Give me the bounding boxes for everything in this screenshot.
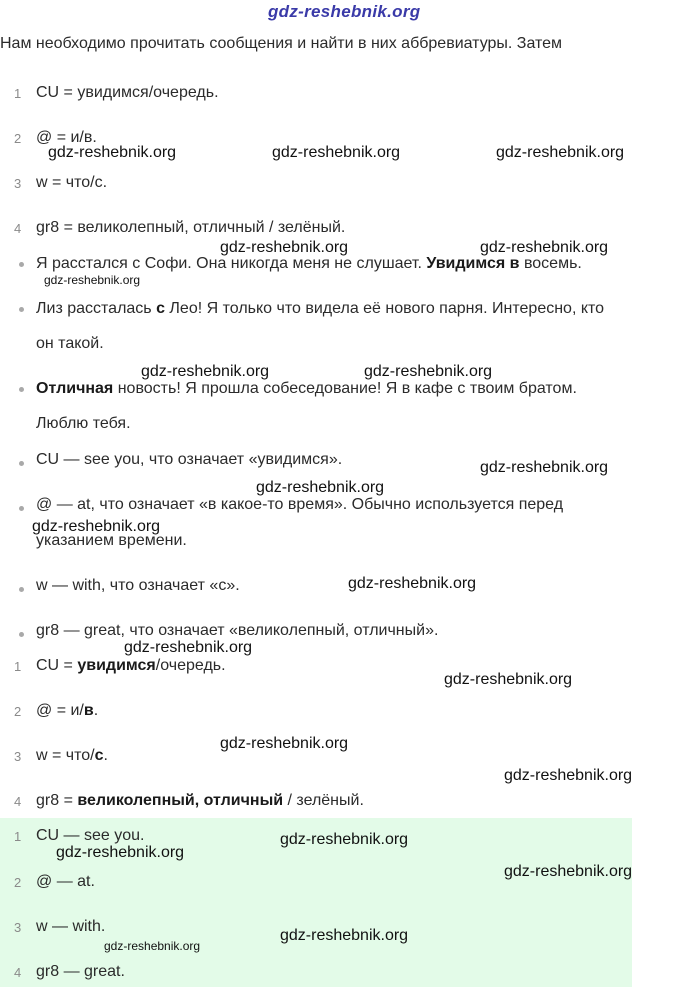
bullet [19, 262, 24, 267]
watermark: gdz-reshebnik.org [56, 844, 185, 861]
watermark: gdz-reshebnik.org [504, 767, 633, 784]
watermark: gdz-reshebnik.org [504, 863, 633, 880]
explanation-item: @ — at, что означает «в какое-то время». Обычно используется перед [36, 496, 564, 513]
list-item: gr8 = великолепный, отличный / зелёный. [36, 219, 346, 236]
watermark: gdz-reshebnik.org [480, 459, 609, 476]
list-item: CU = увидимся/очередь. [36, 657, 226, 674]
watermark: gdz-reshebnik.org [280, 927, 409, 944]
message-item-line2: Люблю тебя. [36, 415, 131, 432]
list-number: 2 [14, 704, 22, 719]
watermark: gdz-reshebnik.org [220, 735, 349, 752]
watermark: gdz-reshebnik.org [32, 518, 161, 535]
watermark: gdz-reshebnik.org [256, 479, 385, 496]
watermark: gdz-reshebnik.org [364, 363, 493, 380]
answer-item: CU — see you. [36, 827, 145, 844]
watermark: gdz-reshebnik.org [124, 639, 253, 656]
watermark-header: gdz-reshebnik.org [268, 2, 421, 21]
watermark: gdz-reshebnik.org [280, 831, 409, 848]
watermark: gdz-reshebnik.org [44, 273, 141, 287]
list-item: w = что/с. [36, 174, 108, 191]
list-number: 1 [14, 86, 22, 101]
message-item: Я расстался с Софи. Она никогда меня не слушает. Увидимся в восемь. [36, 255, 582, 272]
watermark: gdz-reshebnik.org [480, 239, 609, 256]
message-item-line2: он такой. [36, 335, 104, 352]
explanation-item-line2: указанием времени. [36, 532, 187, 549]
explanation-item: gr8 — great, что означает «великолепный, отличный». [36, 622, 439, 639]
list-number: 2 [14, 875, 22, 890]
list-item: @ = и/в. [36, 702, 99, 719]
answer-item: @ — at. [36, 873, 95, 890]
message-item: Лиз рассталась с Лео! Я только что видела её нового парня. Интересно, кто [36, 300, 605, 317]
list-number: 4 [14, 965, 22, 980]
list-number: 1 [14, 659, 22, 674]
watermark: gdz-reshebnik.org [48, 144, 177, 161]
list-number: 1 [14, 829, 22, 844]
message-item: Отличная новость! Я прошла собеседование! Я в кафе с твоим братом. [36, 380, 577, 397]
list-item: w = что/с. [36, 747, 108, 764]
bullet [19, 632, 24, 637]
watermark: gdz-reshebnik.org [496, 144, 625, 161]
explanation-item: CU — see you, что означает «увидимся». [36, 451, 343, 468]
watermark: gdz-reshebnik.org [220, 239, 349, 256]
list-number: 3 [14, 176, 22, 191]
intro-text: Нам необходимо прочитать сообщения и найти в них аббревиатуры. Затем [0, 35, 563, 52]
explanation-item: w — with, что означает «с». [36, 577, 240, 594]
answer-item: gr8 — great. [36, 963, 125, 980]
list-number: 2 [14, 131, 22, 146]
watermark: gdz-reshebnik.org [444, 671, 573, 688]
list-number: 4 [14, 221, 22, 236]
watermark: gdz-reshebnik.org [348, 575, 477, 592]
watermark: gdz-reshebnik.org [272, 144, 401, 161]
bullet [19, 506, 24, 511]
list-number: 4 [14, 794, 22, 809]
watermark: gdz-reshebnik.org [104, 939, 201, 953]
bullet [19, 307, 24, 312]
answer-item: w — with. [36, 918, 106, 935]
list-item: gr8 = великолепный, отличный / зелёный. [36, 792, 364, 809]
bullet [19, 387, 24, 392]
list-number: 3 [14, 749, 22, 764]
watermark: gdz-reshebnik.org [141, 363, 270, 380]
bullet [19, 461, 24, 466]
list-item: @ = и/в. [36, 129, 97, 146]
bullet [19, 587, 24, 592]
list-item: CU = увидимся/очередь. [36, 84, 219, 101]
list-number: 3 [14, 920, 22, 935]
